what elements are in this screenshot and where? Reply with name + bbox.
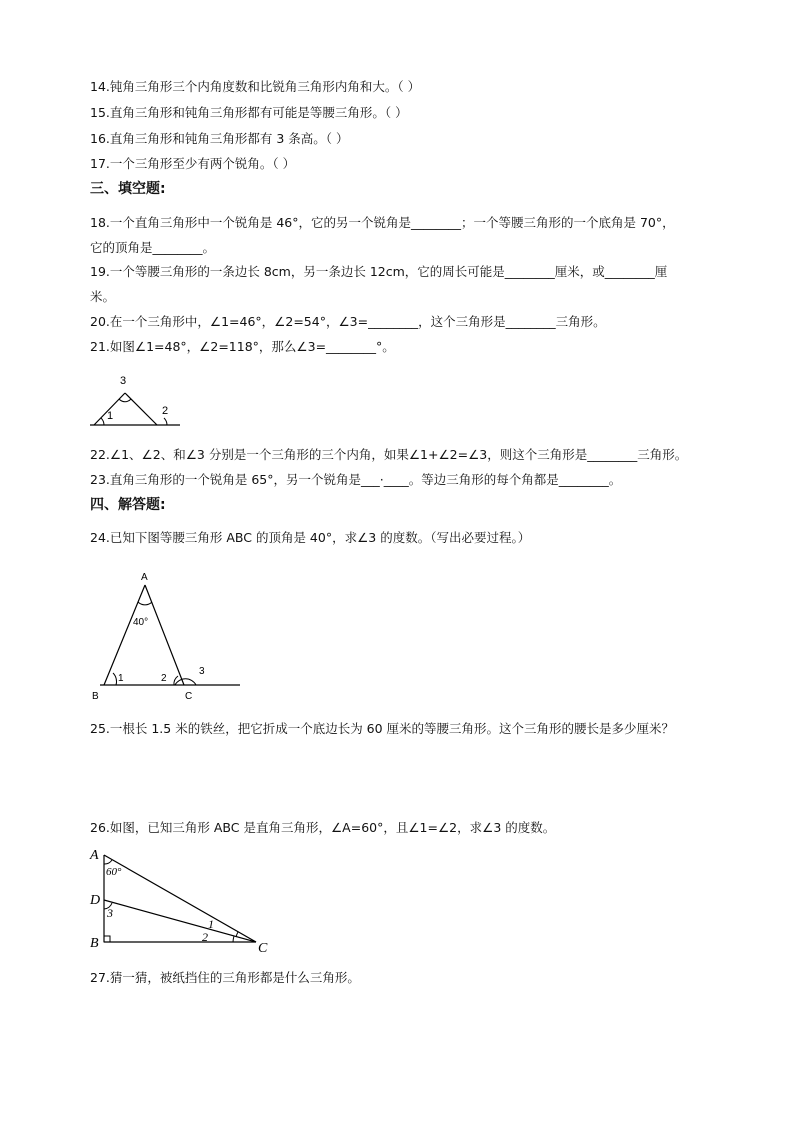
- question-15: 15.直角三角形和钝角三角形都有可能是等腰三角形。（ ）: [90, 105, 408, 120]
- fig24-vertex-B: B: [92, 691, 99, 702]
- question-26: 26.如图，已知三角形 ABC 是直角三角形，∠A=60°，且∠1=∠2，求∠3 的度数。: [90, 820, 556, 835]
- figure-26-right-triangle: [88, 843, 278, 958]
- fig26-vertex-A: A: [90, 848, 99, 863]
- question-19-line1: 19.一个等腰三角形的一条边长 8cm，另一条边长 12cm，它的周长可能是________厘米，或________厘: [90, 264, 668, 279]
- fig24-angle-1: 1: [118, 673, 124, 684]
- question-23: 23.直角三角形的一个锐角是 65°，另一个锐角是___·____。等边三角形的每个角都是________。: [90, 472, 622, 487]
- fig26-vertex-B: B: [90, 936, 99, 951]
- fig24-vertex-C: C: [185, 691, 193, 702]
- question-20: 20.在一个三角形中，∠1=46°，∠2=54°，∠3=________，这个三角形是________三角形。: [90, 314, 606, 329]
- question-27: 27.猜一猜，被纸挡住的三角形都是什么三角形。: [90, 970, 360, 985]
- fig21-label-2: 2: [162, 405, 169, 417]
- fig26-angle-3: 3: [107, 906, 113, 920]
- question-24: 24.已知下图等腰三角形 ABC 的顶角是 40°，求∠3 的度数。（写出必要过程。）: [90, 530, 531, 545]
- fig26-angle-2: 2: [202, 930, 208, 944]
- fig24-vertex-A: A: [141, 572, 148, 583]
- question-19-line2: 米。: [90, 289, 116, 304]
- question-25: 25.一根长 1.5 米的铁丝，把它折成一个底边长为 60 厘米的等腰三角形。这个三角形的腰长是多少厘米？: [90, 721, 675, 736]
- fig26-vertex-C: C: [258, 941, 268, 956]
- fig24-angle-40: 40°: [133, 617, 149, 628]
- fig26-vertex-D: D: [90, 893, 101, 908]
- figure-24-isosceles-triangle: [88, 565, 248, 705]
- question-17: 17.一个三角形至少有两个锐角。（ ）: [90, 156, 296, 171]
- fig24-angle-2: 2: [161, 673, 167, 684]
- fig26-angle-60: 60°: [106, 866, 122, 878]
- question-18-line1: 18.一个直角三角形中一个锐角是 46°，它的另一个锐角是________；一个等腰三角形的一个底角是 70°，: [90, 215, 675, 230]
- question-18-line2: 它的顶角是________。: [90, 240, 216, 255]
- fig26-angle-1: 1: [208, 917, 214, 931]
- fig24-angle-3: 3: [199, 666, 205, 677]
- question-21: 21.如图∠1=48°，∠2=118°，那么∠3=________°。: [90, 339, 395, 354]
- question-16: 16.直角三角形和钝角三角形都有 3 条高。（ ）: [90, 131, 349, 146]
- section-fill-in: 三、填空题:: [90, 181, 166, 197]
- question-22: 22.∠1、∠2、和∠3 分别是一个三角形的三个内角，如果∠1+∠2=∠3，则这个三角形是________三角形。: [90, 447, 688, 462]
- fig21-label-1: 1: [107, 410, 114, 422]
- section-solve: 四、解答题:: [90, 497, 166, 513]
- figure-21-triangle: [88, 372, 198, 432]
- fig21-label-3: 3: [120, 375, 127, 387]
- question-14: 14.钝角三角形三个内角度数和比锐角三角形内角和大。（ ）: [90, 79, 421, 94]
